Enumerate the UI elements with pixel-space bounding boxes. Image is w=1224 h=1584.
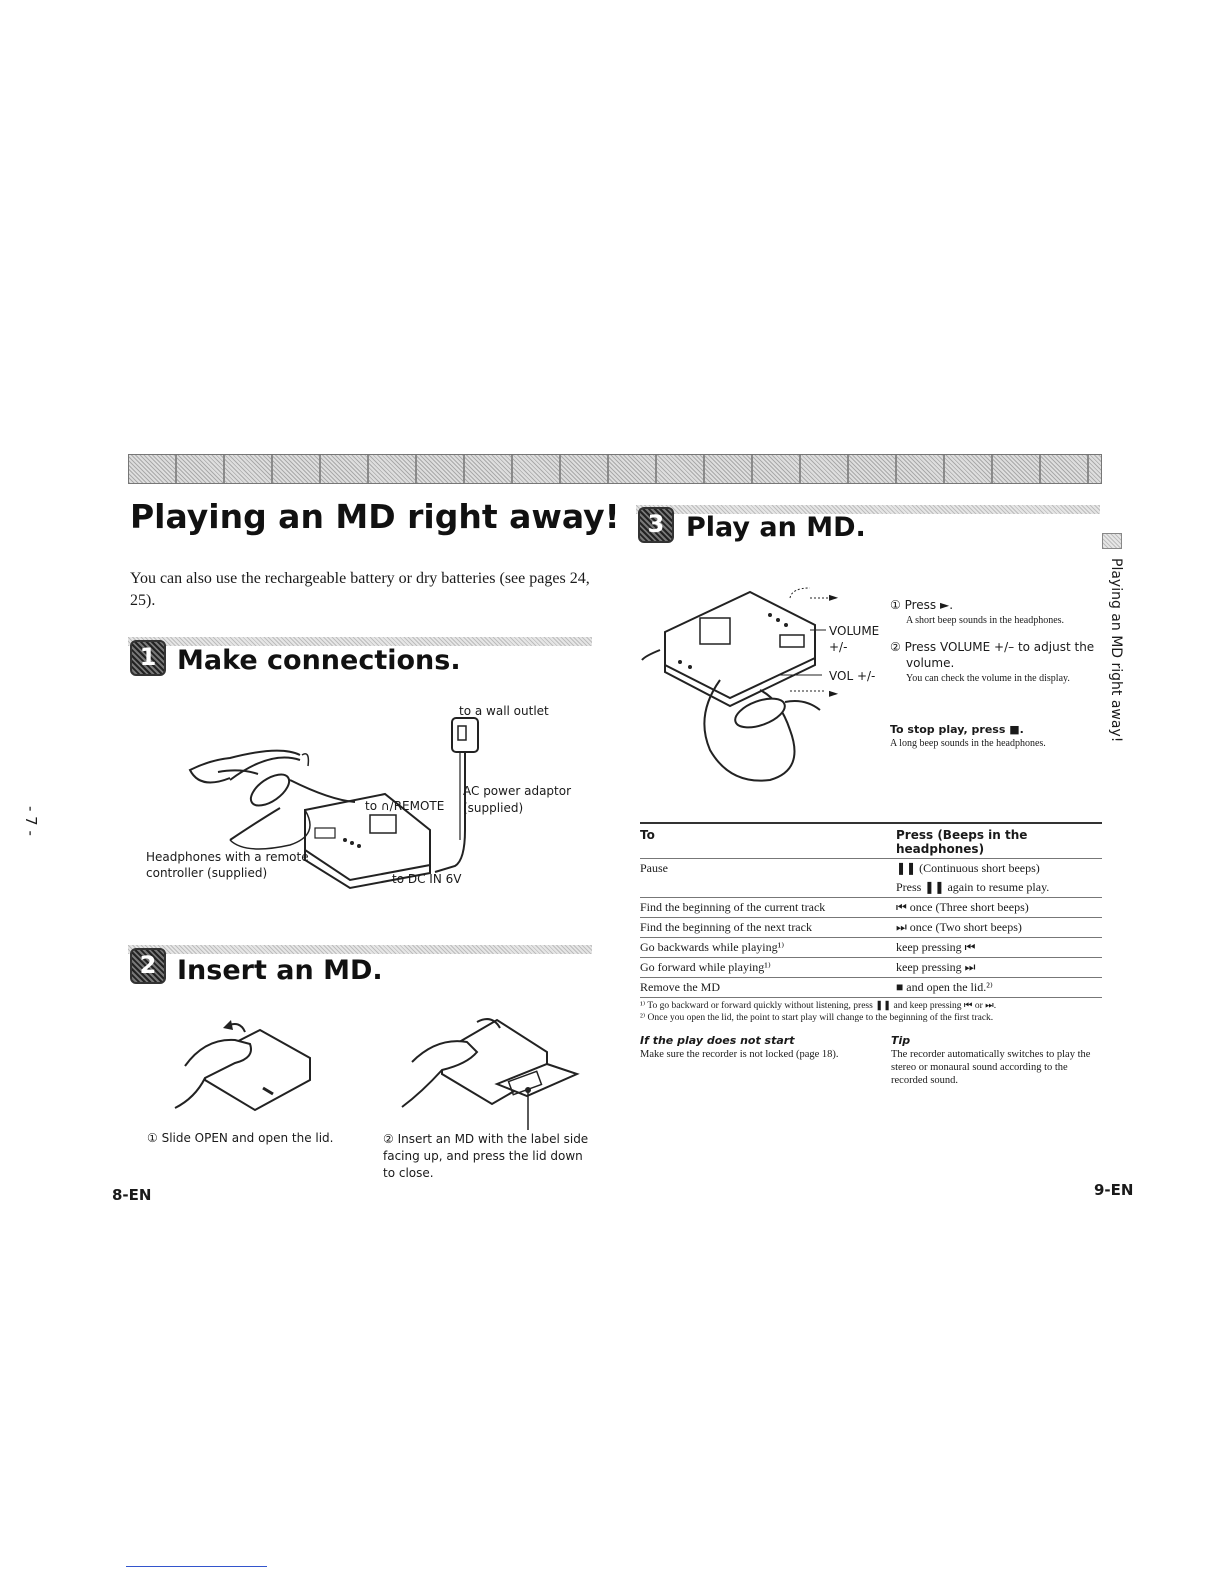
table-cell: Find the beginning of the current track <box>640 898 896 918</box>
operations-table <box>640 824 1102 998</box>
label-wall-outlet: to a wall outlet <box>459 704 549 718</box>
table-cell: ❚❚ (Continuous short beeps) <box>896 861 1040 875</box>
step2-caption-1: ① Slide OPEN and open the lid. <box>147 1131 334 1145</box>
table-header-row <box>640 824 1102 859</box>
table-cell: Remove the MD <box>640 978 896 998</box>
table-cell: Press ❚❚ again to resume play. <box>896 878 1102 898</box>
tip-text: The recorder automatically switches to play the stereo or monaural sound according to the recorded sound. <box>891 1049 1091 1086</box>
label-headphones-1: Headphones with a remote <box>146 850 309 864</box>
label-play-top: ► <box>829 590 839 604</box>
label-vol: VOL +/- <box>829 669 876 683</box>
table-cell: keep pressing ⏮ <box>896 938 1102 958</box>
table-cell: Go forward while playing¹⁾ <box>640 958 896 978</box>
step1-heading: Make connections. <box>177 645 461 676</box>
table-cell: Pause <box>640 861 668 875</box>
stop-note: A long beep sounds in the headphones. <box>890 738 1046 749</box>
instr1-note: A short beep sounds in the headphones. <box>906 615 1065 626</box>
step2-rule <box>128 945 592 954</box>
footnote-1: ¹⁾ To go backward or forward quickly without listening, press ❚❚ and keep pressing ⏮ or ⏭. <box>640 1001 997 1011</box>
table-row <box>640 898 1102 918</box>
side-tab-label: Playing an MD right away! <box>1108 558 1124 743</box>
label-ac-adaptor-1: AC power adaptor <box>463 784 572 798</box>
step2-heading: Insert an MD. <box>177 955 383 986</box>
footnote-2: ²⁾ Once you open the lid, the point to start play will change to the beginning of the first track. <box>640 1013 994 1023</box>
table-cell: ⏮ once (Three short beeps) <box>896 898 1102 918</box>
label-dc-in: to DC IN 6V <box>392 872 462 886</box>
operations-table-wrap <box>640 822 1102 1023</box>
table-row <box>640 918 1102 938</box>
table-cell: Find the beginning of the next track <box>640 918 896 938</box>
table-row <box>640 938 1102 958</box>
step1-number-badge: 1 <box>130 640 166 676</box>
table-header-to: To <box>640 824 896 859</box>
table-row <box>640 859 1102 879</box>
slide-open-illustration <box>165 1018 325 1118</box>
label-headphones-2: controller (supplied) <box>146 866 268 880</box>
table-cell: ⏭ once (Two short beeps) <box>896 918 1102 938</box>
step3-number-badge: 3 <box>638 507 674 543</box>
step2-number-badge: 2 <box>130 948 166 984</box>
right-page-number: 9-EN <box>1094 1181 1134 1199</box>
table-cell <box>640 878 896 898</box>
table-header-press: Press (Beeps in the headphones) <box>896 824 1102 859</box>
step3-heading: Play an MD. <box>686 512 866 543</box>
instr2-title-2: volume. <box>906 656 955 670</box>
stop-title: To stop play, press ■. <box>890 723 1024 736</box>
label-remote: to ∩/REMOTE <box>365 799 445 813</box>
step2-caption-2: ② Insert an MD with the label side facing up, and press the lid down to close. <box>383 1132 589 1180</box>
header-strip <box>128 454 1102 484</box>
label-ac-adaptor-2: (supplied) <box>463 801 524 815</box>
table-cell: keep pressing ⏭ <box>896 958 1102 978</box>
table-cell: ■ and open the lid.²⁾ <box>896 978 1102 998</box>
tip-title: Tip <box>891 1034 911 1047</box>
footnote-separator <box>126 1566 267 1567</box>
no-play-text: Make sure the recorder is not locked (page 18). <box>640 1049 839 1060</box>
no-play-title: If the play does not start <box>640 1034 795 1047</box>
table-row <box>640 878 1102 898</box>
instr2-note: You can check the volume in the display. <box>906 673 1070 684</box>
side-tab-marker <box>1102 533 1122 549</box>
label-volume-pm: +/- <box>829 640 848 654</box>
label-play-bottom: ► <box>829 686 839 700</box>
page-title: Playing an MD right away! <box>130 497 620 536</box>
intro-text: You can also use the rechargeable battery or dry batteries (see pages 24, 25). <box>130 570 590 609</box>
instr1-title: ① Press ►. <box>890 598 954 612</box>
insert-md-illustration <box>382 1012 582 1132</box>
label-volume: VOLUME <box>829 624 880 638</box>
left-page-number: 8-EN <box>112 1186 152 1204</box>
margin-mark: - 7 - <box>22 806 40 836</box>
table-cell: Go backwards while playing¹⁾ <box>640 938 896 958</box>
table-row <box>640 958 1102 978</box>
instr2-title-1: ② Press VOLUME +/– to adjust the <box>890 640 1095 654</box>
table-row <box>640 978 1102 998</box>
